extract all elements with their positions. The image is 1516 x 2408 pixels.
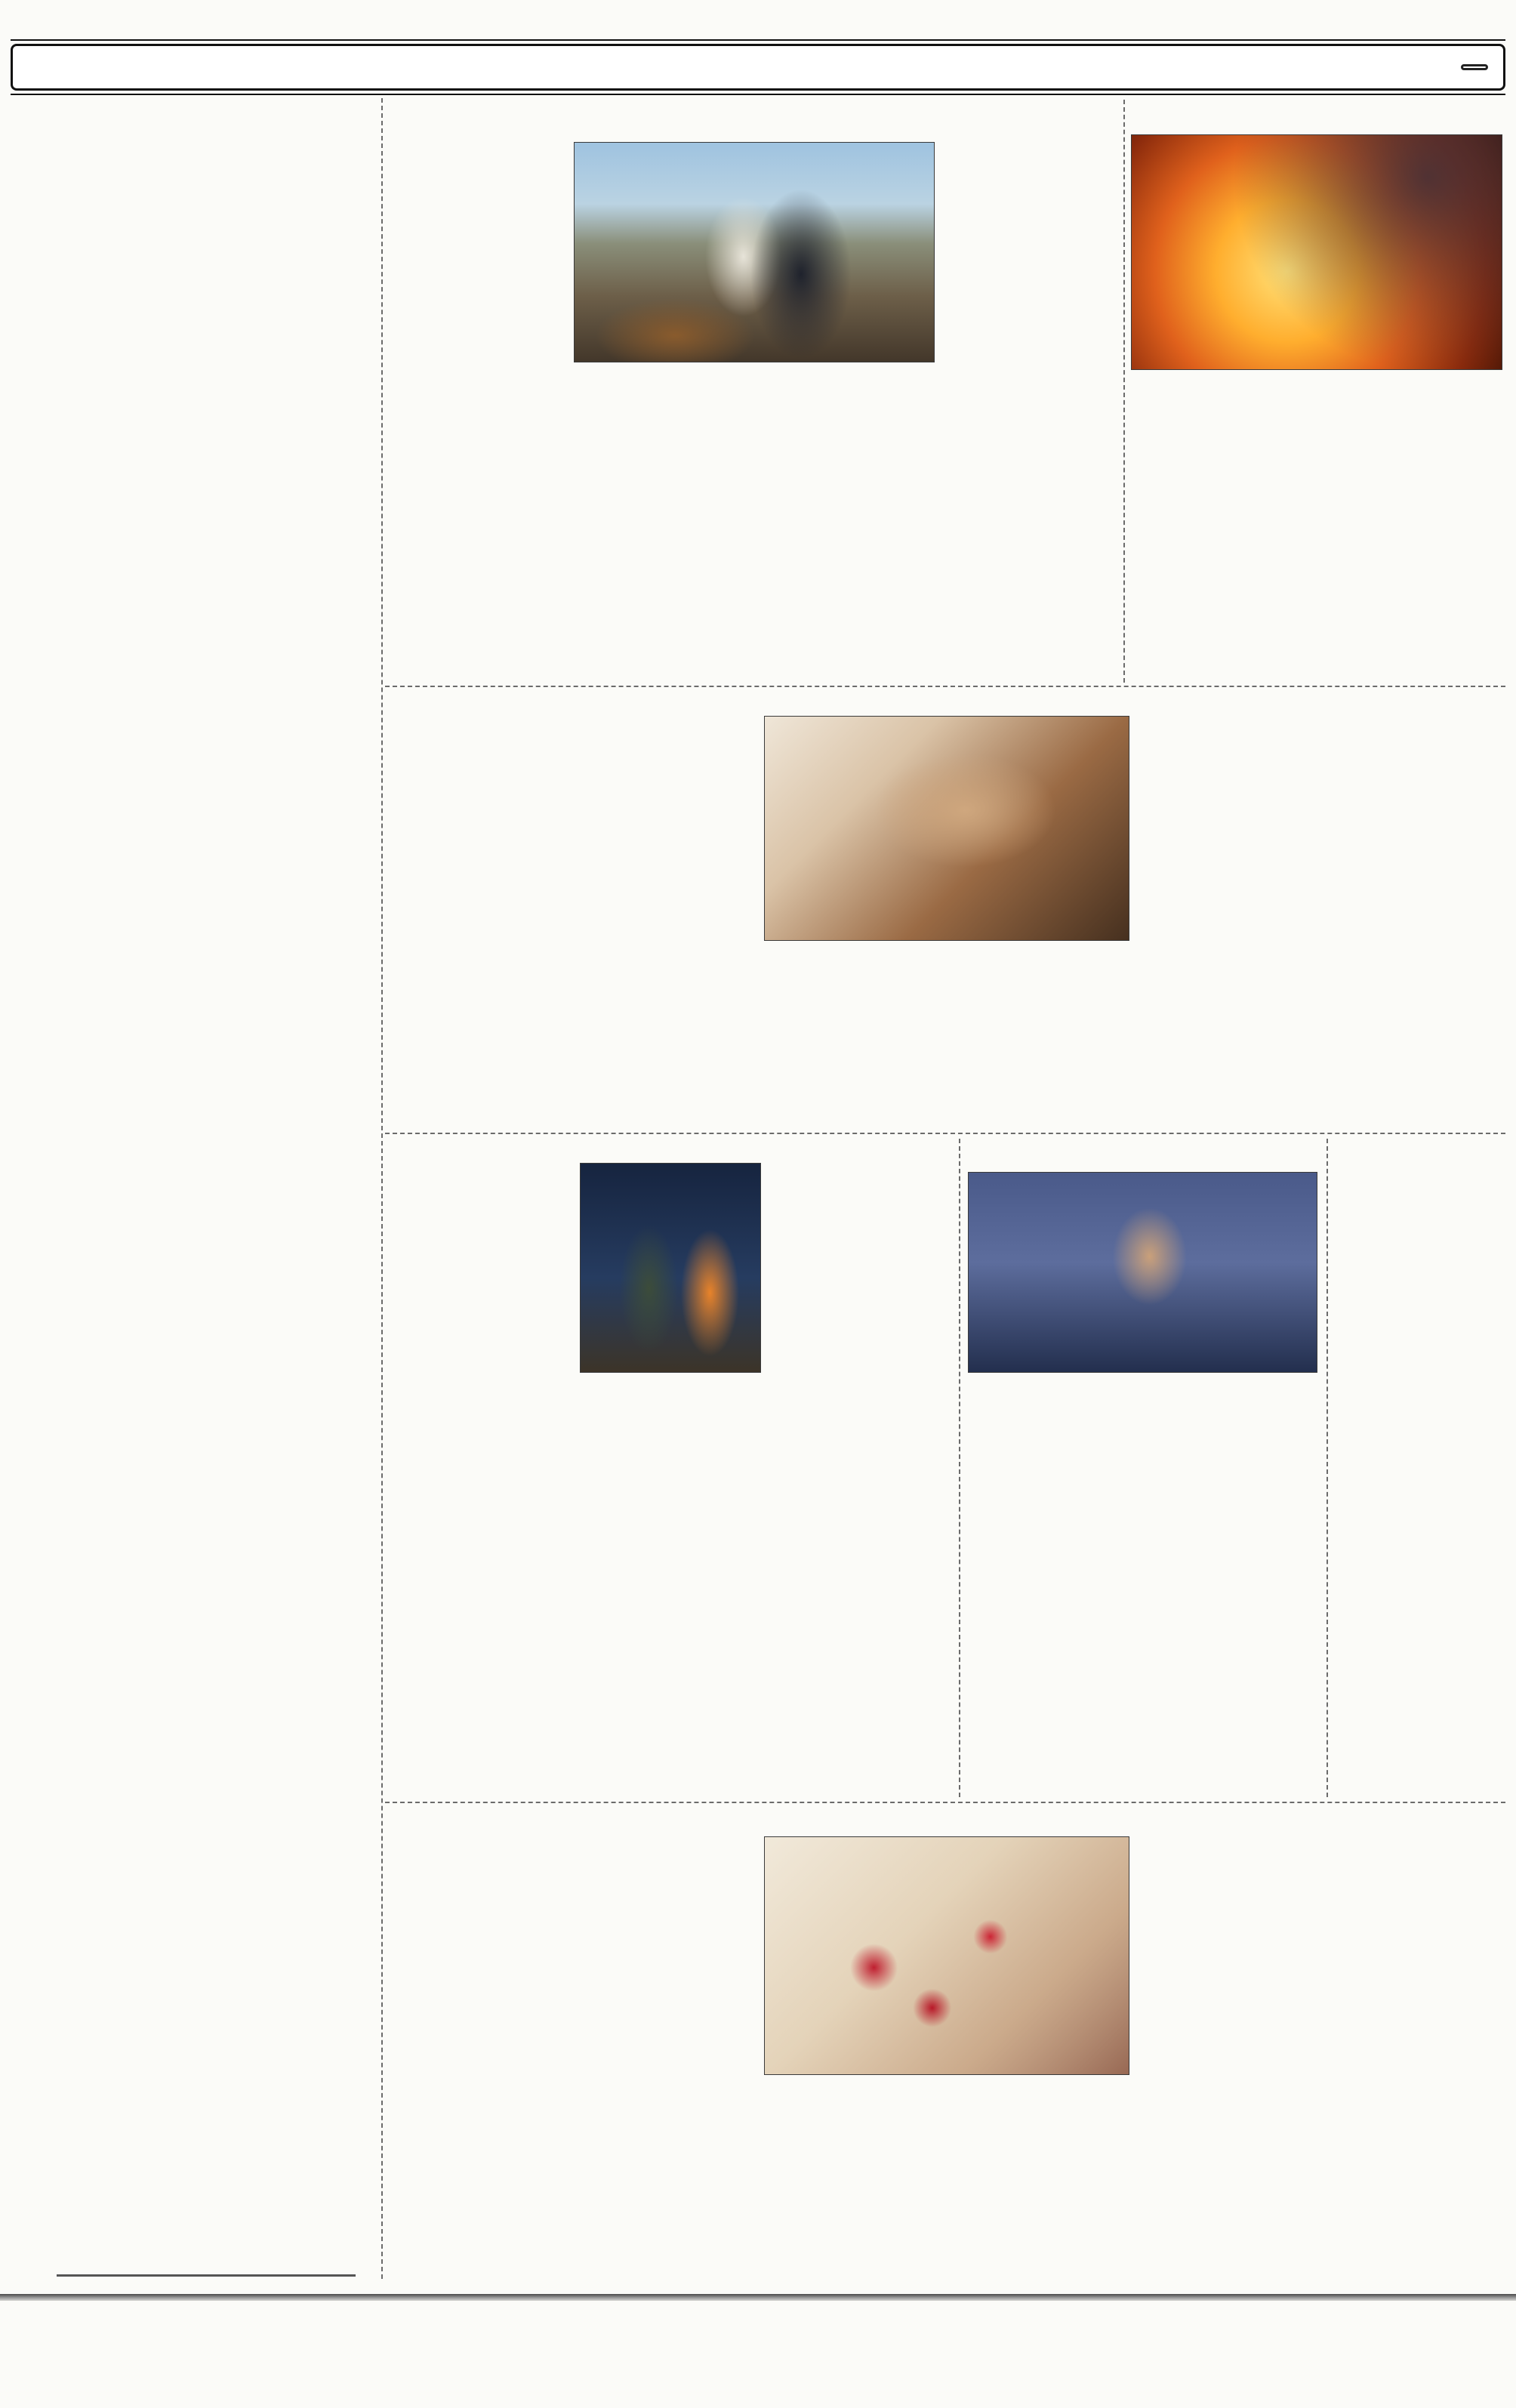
telangana-divider [1123, 100, 1125, 683]
sukhu-swearing-in-photo [574, 142, 935, 362]
article-telangana-chemical-blast [1131, 100, 1505, 683]
headline-line1 [1333, 1139, 1505, 1152]
ktaka-bikes-divider [1326, 1139, 1328, 1797]
headline-line1 [968, 1139, 1317, 1152]
article-sukhu-congress-nepotism [388, 98, 1122, 684]
article-delhi-bike-thief [1333, 1139, 1505, 1799]
guj-col-6 [1328, 714, 1505, 1081]
headline-line3 [1333, 1166, 1505, 1179]
health-ktaka-divider [959, 1139, 960, 1797]
conclave-photo [580, 1163, 761, 1373]
masthead [11, 39, 1505, 95]
sukhu-columns [388, 137, 1122, 560]
article-up-baraat-band-ban [388, 1809, 1505, 2283]
page-number [1461, 64, 1488, 70]
baraat-col-6 [1328, 1835, 1505, 2243]
baraat-col-2 [576, 1835, 753, 2243]
sukhu-guj-divider [385, 686, 1505, 687]
trio-baraat-divider [385, 1802, 1505, 1803]
lead-headline-line2 [388, 112, 1122, 125]
guj-columns [388, 714, 1505, 1081]
bommai-photo [968, 1172, 1317, 1373]
headline-line2 [1333, 1152, 1505, 1166]
guj-trio-divider [385, 1133, 1505, 1134]
banner-headline [388, 1809, 1505, 1823]
health-col-1 [388, 1160, 569, 1773]
inked-finger-photo [764, 716, 1129, 941]
guj-col-1 [388, 714, 565, 1081]
left-column-divider [381, 98, 383, 2279]
sukhu-col-4 [945, 137, 1120, 560]
guj-col-2 [576, 714, 753, 1081]
headline-line1 [1131, 100, 1505, 113]
health-columns [388, 1160, 954, 1773]
headline-line2 [1131, 113, 1505, 127]
guj-col-5 [1140, 714, 1317, 1081]
masthead-right [1449, 64, 1488, 70]
baraat-col-1 [388, 1835, 565, 2243]
page-bottom-rule [0, 2294, 1516, 2301]
lead-headline-line1 [388, 98, 1122, 112]
sukhu-col-1 [388, 137, 563, 560]
headline [388, 1139, 954, 1152]
left-column-end-rule [57, 2274, 356, 2277]
left-news-column [11, 97, 376, 2274]
wedding-garland-photo [764, 1836, 1129, 2075]
masthead-bar [11, 44, 1505, 91]
article-ktaka-police-training [968, 1139, 1317, 1799]
paper-title-group [28, 51, 32, 84]
headline-line2 [968, 1152, 1317, 1166]
banner-headline [388, 689, 1505, 702]
health-col-3 [772, 1160, 953, 1773]
article-gujarat-mla-criminal-cases [388, 689, 1505, 1128]
article-health-ministers-conclave [388, 1139, 954, 1799]
baraat-columns [388, 1835, 1505, 2243]
baraat-col-5 [1140, 1835, 1317, 2243]
explosion-photo [1131, 134, 1502, 370]
